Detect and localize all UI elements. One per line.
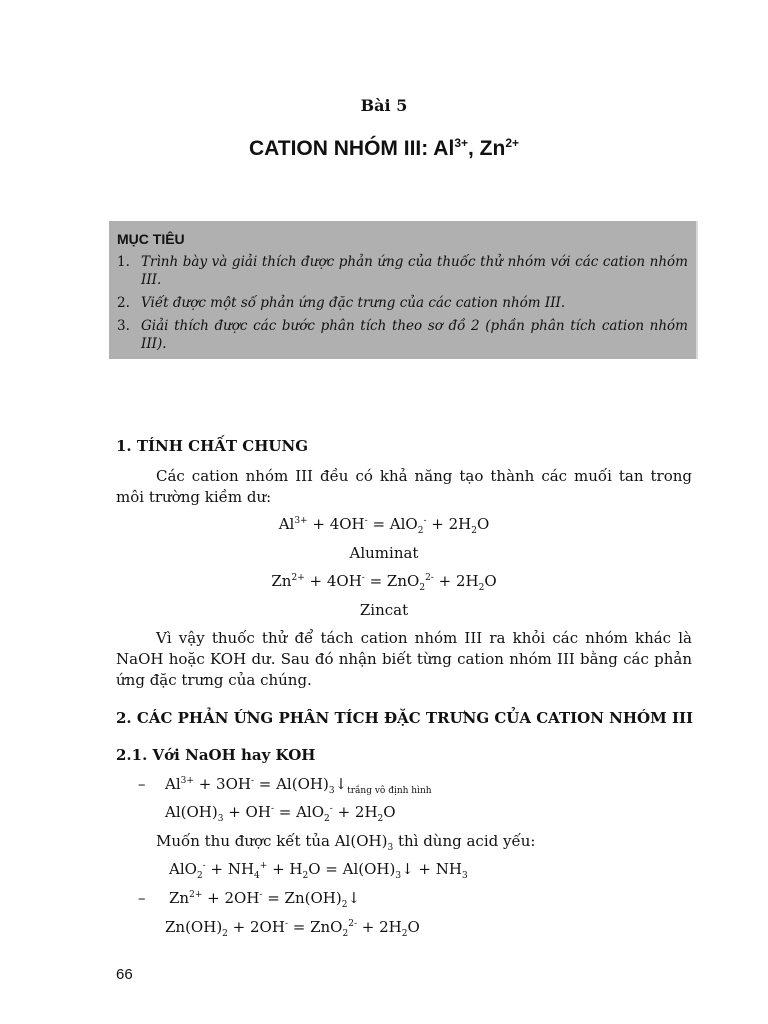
subsection-2-1-heading: 2.1. Với NaOH hay KOH [116, 746, 316, 764]
label-aluminat: Aluminat [349, 544, 419, 562]
paragraph-weak-acid: Muốn thu được kết tủa $Al(OH)_3$ thì dùng acid yếu: [156, 832, 536, 853]
section-1-paragraph-2: Vì vậy thuốc thử để tách cation nhóm III ra khỏi các nhóm khác là NaOH hoặc KOH dư. Sau đó nhận biết từng cation nhóm III bằng các phản ứng đặc trưng của chúng. [116, 629, 692, 689]
objective-item: 1. Trình bày và giải thích được phản ứng của thuốc thử nhóm với các cation nhóm III. [117, 254, 688, 288]
section-2-heading: 2. CÁC PHẢN ỨNG PHÂN TÍCH ĐẶC TRƯNG CỦA CATION NHÓM III [116, 709, 694, 727]
dash-marker: – [138, 889, 146, 907]
lesson-number: Bài 5 [360, 96, 408, 115]
objectives-box [109, 221, 698, 359]
equation-zn-hydroxide: $Zn^{2+} + 4OH^- = ZnO_2^{2-} + 2H_2O$ [271, 572, 497, 593]
dash-marker: – [138, 775, 146, 793]
label-zincat: Zincat [359, 601, 409, 619]
equation-al-hydroxide: $Al^{3+} + 4OH^- = AlO_2^- + 2H_2O$ [278, 515, 490, 536]
equation-al-oh3-precip: $Al^{3+} + 3OH^-$ = $Al(OH)_3↓_{trắng vô định hình}$ [165, 775, 432, 796]
objectives-heading: MỤC TIÊU [117, 231, 185, 247]
equation-zn-oh2-precip: $Zn^{2+} + 2OH^-$ = $Zn(OH)_2↓$ [169, 889, 361, 910]
objective-item: 2. Viết được một số phản ứng đặc trưng của các cation nhóm III. [117, 295, 566, 311]
section-1-paragraph-1: Các cation nhóm III đều có khả năng tạo thành các muối tan trong môi trường kiềm dư: [116, 467, 692, 506]
page-number: 66 [116, 966, 133, 983]
equation-al-oh3-dissolve: $Al(OH)_3 + OH^- = AlO_2^- + 2H_2O$ [165, 803, 396, 824]
equation-aluminate-ammonium: $AlO_2^- + NH_4^+ + H_2O$ = $Al(OH)_3↓ + NH_3$ [169, 860, 468, 881]
objective-item: 3. Giải thích được các bước phân tích theo sơ đồ 2 (phần phân tích cation nhóm III). [117, 318, 688, 352]
chapter-title: CATION NHÓM III: $Al^{3+}$, $Zn^{2+}$ [248, 136, 520, 160]
section-1-heading: 1. TÍNH CHẤT CHUNG [116, 437, 309, 455]
equation-zn-oh2-dissolve: $Zn(OH)_2 + 2OH^- = ZnO_2^{2-} + 2H_2O$ [165, 918, 420, 939]
